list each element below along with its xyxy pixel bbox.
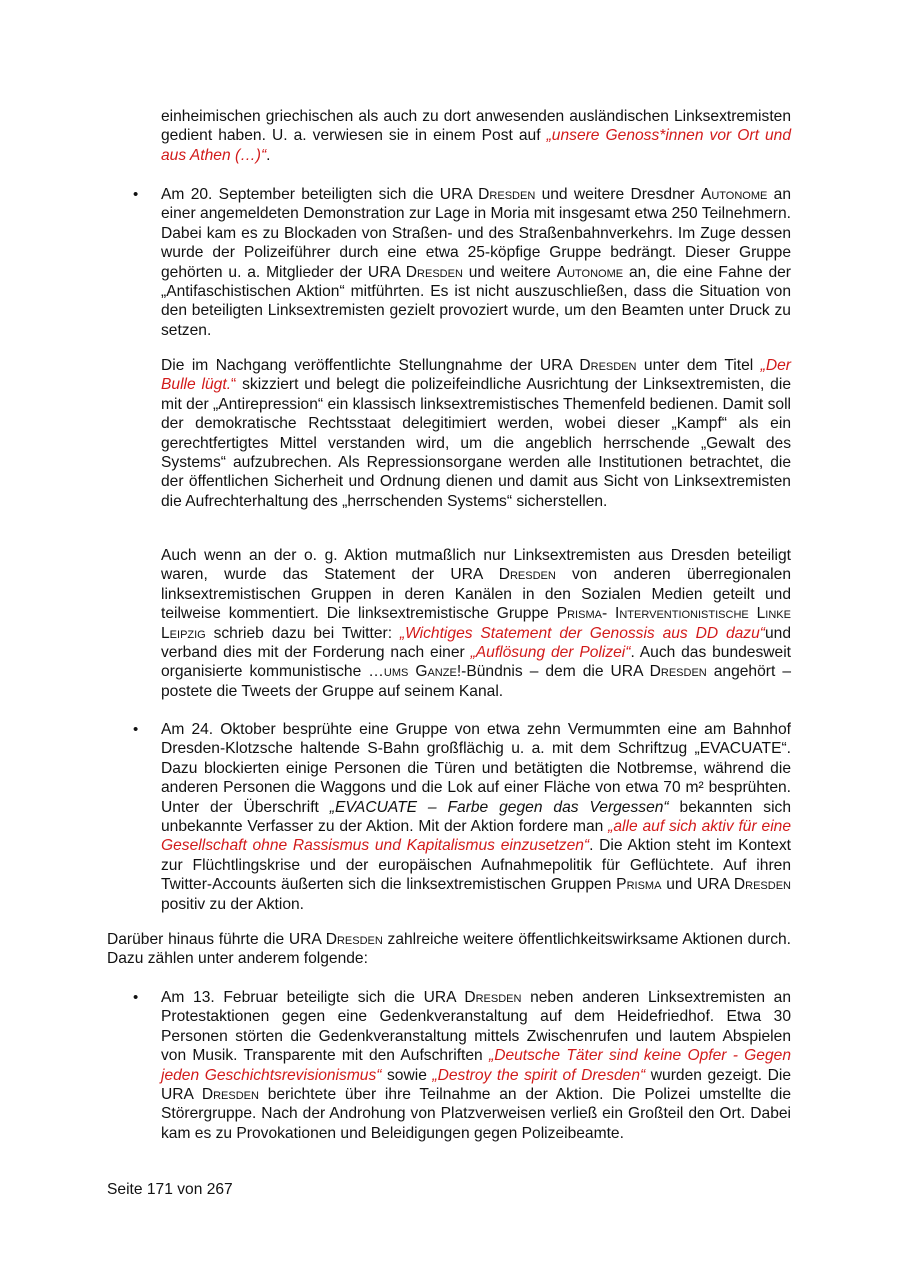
text-run: und weitere xyxy=(462,263,557,281)
text-run: positiv zu der Aktion. xyxy=(161,895,305,913)
text-run: bekannten sich unbekannte Verfasser zu der Aktion. Mit der Aktion fordere man xyxy=(161,798,792,836)
statement-paragraph xyxy=(161,356,791,511)
red-quote: „Der Bulle lügt. xyxy=(161,357,791,394)
text-run: von anderen überregionalen linksextremistischen Gruppen in deren Kanälen in den Sozialen Medien geteilt und teilweise kommentiert. Die linksextremistische Gruppe xyxy=(161,566,791,623)
bullet-icon: • xyxy=(133,186,139,203)
small-caps-name: Dresden xyxy=(405,263,463,281)
text-run: und URA xyxy=(661,876,734,894)
small-caps-name: Autonome xyxy=(556,263,624,281)
text-run: berichtete über ihre Teilnahme an der Aktion. Die Polizei umstellte die Störergruppe. Nach der Androhung von Platzverweisen verließ ein Großteil den Ort. Dabei kam es zu Provokationen und Beleidigungen gegen Polizeibeamte. xyxy=(161,1086,791,1142)
small-caps-name: Dresden xyxy=(478,186,536,203)
text-run: Am 24. Oktober besprühte eine Gruppe von etwa zehn Vermummten eine am Bahnhof Dresden-Klotzsche haltende S-Bahn großflächig u. a. mit dem Schriftzug „EVACUATE“. Dazu blockierten einige Personen die Türen und betätigten die Notbremse, während die anderen Personen die Waggons und die Lok auf einer Fläche von etwa 70 m² besprühten. Unter der Überschrift xyxy=(161,721,791,816)
small-caps-name: Prisma- Interventionistische Linke Leipzig xyxy=(161,605,791,642)
text-run: . xyxy=(266,146,271,164)
text-run: Am 13. Februar beteiligte sich die URA xyxy=(161,989,465,1006)
small-caps-name: Dresden xyxy=(579,357,637,374)
text-run: neben anderen Linksextremisten an Protestaktionen gegen eine Gedenkveranstaltung auf dem Heidefriedhof. Etwa 30 Personen störten die Gedenkveranstaltung mittels Zwischenrufen und lautem Abspielen von Musik. Transparente mit den Aufschriften xyxy=(161,989,791,1065)
small-caps-name: ums Ganze xyxy=(383,663,457,681)
twitter-paragraph xyxy=(161,546,791,701)
red-quote: „Destroy the spirit of Dresden“ xyxy=(432,1066,646,1084)
small-caps-name: Dresden xyxy=(325,931,383,948)
bullet-icon: • xyxy=(133,989,139,1006)
small-caps-name: Dresden xyxy=(733,876,791,894)
text-run: . Die Aktion steht im Kontext zur Flüchtlingskrise und der europäischen Aufnahmepolitik für Geflüchtete. Auf ihren Twitter-Accounts äußerten sich die linksextremistischen Gruppen xyxy=(161,837,791,894)
red-quote: „Auflösung der Polizei“ xyxy=(470,644,631,662)
bullet-september-paragraph xyxy=(161,185,791,340)
red-quote: „Wichtiges Statement der Genossis aus DD dazu“ xyxy=(399,624,765,642)
text-run: einheimischen griechischen als auch zu dort anwesenden ausländischen Linksextremisten gedient haben. U. a. verwiesen sie in einem Post auf xyxy=(161,108,791,145)
page-number-footer: Seite 171 von 267 xyxy=(107,1181,233,1198)
bullet-october-paragraph xyxy=(161,720,791,914)
small-caps-name: Dresden xyxy=(498,566,556,584)
intro-paragraph xyxy=(161,107,791,165)
text-run: . Auch das bundesweit organisierte kommunistische … xyxy=(161,644,792,681)
red-quote-mark: “ xyxy=(231,376,237,394)
text-run: an, die eine Fahne der „Antifaschistischen Aktion“ mitführten. Es ist nicht auszuschließen, dass die Situation von den beteiligten Linksextremisten gezielt provoziert wurde, um den Beamten unter Druck zu setzen. xyxy=(161,263,791,339)
text-run: zahlreiche weitere öffentlichkeitswirksame Aktionen durch. Dazu zählen unter anderem folgende: xyxy=(107,931,791,968)
small-caps-name: Dresden xyxy=(464,989,522,1006)
bullet-february-paragraph xyxy=(161,988,791,1143)
text-run: Auch wenn an der o. g. Aktion mutmaßlich nur Linksextremisten aus Dresden beteiligt waren, wurde das Statement der URA xyxy=(161,547,791,584)
red-quote: „unsere Genoss*innen vor Ort und aus Athen (…)“ xyxy=(161,127,791,164)
small-caps-name: Dresden xyxy=(201,1086,259,1104)
small-caps-name: Autonome xyxy=(700,186,768,203)
bullet-icon: • xyxy=(133,721,139,738)
text-run: sowie xyxy=(381,1066,433,1084)
text-run: wurden gezeigt. Die URA xyxy=(161,1066,791,1104)
text-run: schrieb dazu bei Twitter: xyxy=(205,624,400,642)
text-run: und weitere Dresdner xyxy=(535,186,701,203)
small-caps-name: Prisma xyxy=(616,876,662,894)
text-run: und verband dies mit der Forderung nach einer xyxy=(161,624,791,662)
italic-quote: „EVACUATE – Farbe gegen das Vergessen“ xyxy=(329,798,669,816)
text-run: unter dem Titel xyxy=(636,357,761,374)
main-paragraph xyxy=(107,930,791,969)
red-quote: „alle auf sich aktiv für eine Gesellschaft ohne Rassismus und Kapitalismus einzusetzen“ xyxy=(161,818,791,855)
text-run: Die im Nachgang veröffentlichte Stellungnahme der URA xyxy=(161,357,580,374)
text-run: !-Bündnis – dem die URA xyxy=(456,663,650,681)
text-run: angehört – postete die Tweets der Gruppe auf seinem Kanal. xyxy=(161,663,791,700)
text-run: skizziert und belegt die polizeifeindliche Ausrichtung der Linksextremisten, die mit der „Antirepression“ ein klassisch linksextremistisches Themenfeld bedienen. Damit soll der demokratische Rechtsstaat delegitimiert werden, wobei dieser „Kampf“ als ein gerechtfertigtes Mittel verstanden wird, um die angeblich herrschende „Gewalt des Systems“ aufzubrechen. Als Repressionsorgane werden alle Institutionen betrachtet, die der öffentlichen Sicherheit und Ordnung dienen und damit aus Sicht von Linksextremisten die Aufrechterhaltung des „herrschenden Systems“ sicherstellen. xyxy=(161,376,791,510)
text-run: Am 20. September beteiligten sich die URA xyxy=(161,186,479,203)
text-run: Darüber hinaus führte die URA xyxy=(107,931,326,948)
small-caps-name: Dresden xyxy=(649,663,707,681)
text-run: an einer angemeldeten Demonstration zur Lage in Moria mit insgesamt etwa 250 Teilnehmern. Dabei kam es zu Blockaden von Straßen- und des Straßenbahnverkehrs. Im Zuge dessen wurde der Polizeiführer durch eine etwa 25-köpfige Gruppe bedrängt. Dieser Gruppe gehörten u. a. Mitglieder der URA xyxy=(161,186,791,281)
red-quote: „Deutsche Täter sind keine Opfer - Gegen jeden Geschichtsrevisionismus“ xyxy=(161,1047,791,1084)
